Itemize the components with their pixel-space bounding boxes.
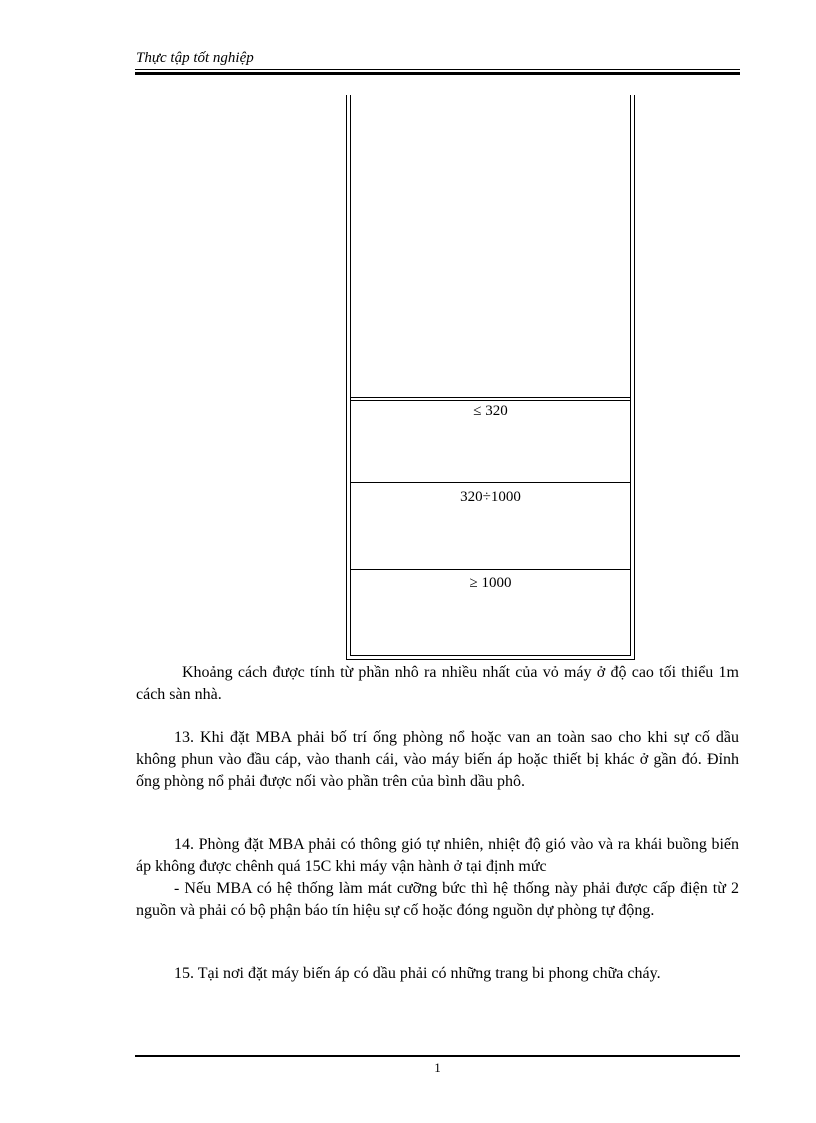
header-rule xyxy=(135,69,740,75)
table-border-bottom-outer xyxy=(346,659,635,660)
table-border-bottom-inner xyxy=(350,655,631,656)
body-paragraph-clearance xyxy=(136,662,739,706)
table-border-left-outer xyxy=(346,95,347,660)
paragraph-text: 13. Khi đặt MBA phải bố trí ống phòng nổ hoặc van an toàn sao cho khi sự cố dầu không phun vào đầu cáp, vào thanh cái, vào máy biến áp hoặc thiết bị khác ở gần đó. Đỉnh ống phòng nổ phải được nối vào phần trên của bình dầu phô. xyxy=(136,729,739,790)
table-cell-capacity-3: ≥ 1000 xyxy=(469,575,512,591)
clearance-table xyxy=(346,95,635,660)
page-header-title: Thực tập tốt nghiệp xyxy=(136,50,254,66)
page-number: 1 xyxy=(434,1060,441,1075)
table-border-right-inner xyxy=(630,95,631,656)
body-paragraph-13 xyxy=(136,727,739,793)
table-row-divider-3 xyxy=(350,569,631,570)
table-row-divider-top xyxy=(350,397,631,401)
table-border-left-inner xyxy=(350,95,351,656)
paragraph-text-continued: - Nếu MBA có hệ thống làm mát cưỡng bức thì hệ thống này phải được cấp điện từ 2 nguồn và phải có bộ phận báo tín hiệu sự cố hoặc đóng nguồn dự phòng tự động. xyxy=(136,880,739,919)
table-row-divider-2 xyxy=(350,482,631,483)
table-cell-capacity-2: 320÷1000 xyxy=(460,489,521,505)
paragraph-text: 15. Tại nơi đặt máy biến áp có dầu phải có những trang bi phong chữa cháy. xyxy=(174,965,661,982)
paragraph-text: 14. Phòng đặt MBA phải có thông gió tự nhiên, nhiệt độ gió vào và ra khái buồng biến áp không được chênh quá 15C khi máy vận hành ở tại định mức xyxy=(136,836,739,875)
body-paragraph-14 xyxy=(136,834,739,922)
table-border-right-outer xyxy=(634,95,635,660)
paragraph-text: Khoảng cách được tính từ phần nhô ra nhiều nhất của vỏ máy ở độ cao tối thiểu 1m cách sàn nhà. xyxy=(136,664,739,703)
footer-rule xyxy=(135,1055,740,1057)
body-paragraph-15 xyxy=(136,963,739,985)
table-cell-capacity-1: ≤ 320 xyxy=(473,403,508,419)
